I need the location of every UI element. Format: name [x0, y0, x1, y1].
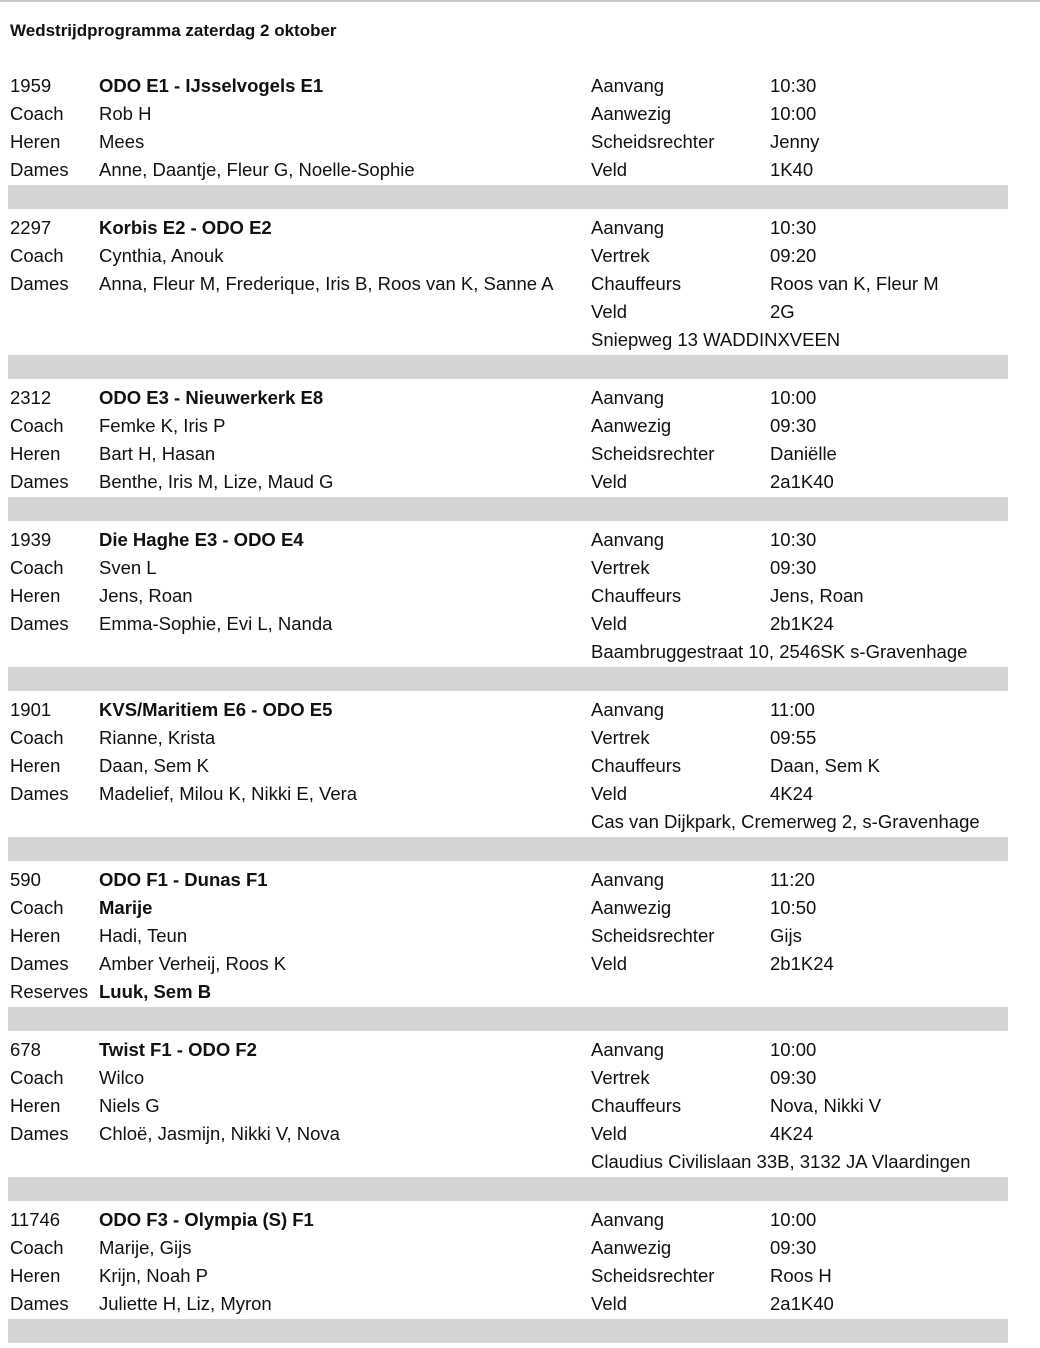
row-value: Cynthia, Anouk	[99, 245, 224, 266]
row-value: Marije	[99, 897, 153, 918]
row-label: Heren	[10, 585, 61, 606]
row-label: 590	[10, 869, 41, 890]
separator-bar	[8, 497, 1008, 521]
row-value: Madelief, Milou K, Nikki E, Vera	[99, 783, 358, 804]
row-label: Heren	[10, 1095, 61, 1116]
detail-label: Vertrek	[591, 557, 650, 578]
separator-bar	[8, 667, 1008, 691]
detail-value: 09:30	[770, 557, 817, 578]
detail-label: Veld	[591, 613, 628, 634]
detail-label: Veld	[591, 159, 628, 180]
match-detail-row	[8, 242, 1008, 270]
detail-label: Scheidsrechter	[591, 443, 715, 464]
detail-value: 10:00	[770, 1039, 817, 1060]
row-label: Coach	[10, 1237, 64, 1258]
separator-bar	[8, 1177, 1008, 1201]
match-detail-row	[8, 156, 1008, 184]
detail-value: 2G	[770, 301, 795, 322]
detail-value: 2b1K24	[770, 613, 834, 634]
detail-label: Scheidsrechter	[591, 925, 715, 946]
row-value: Rob H	[99, 103, 152, 124]
detail-value: Gijs	[770, 925, 802, 946]
match-detail-row	[8, 808, 1008, 836]
detail-value: Daniëlle	[770, 443, 837, 464]
detail-label: Baambruggestraat 10, 2546SK s-Gravenhage	[591, 641, 968, 662]
match-detail-row	[8, 780, 1008, 808]
row-label: 1959	[10, 75, 52, 96]
separator-bar	[8, 185, 1008, 209]
row-label: Heren	[10, 1265, 61, 1286]
match-detail-row	[8, 1290, 1008, 1318]
row-label: Heren	[10, 925, 61, 946]
match-block	[8, 1206, 1008, 1343]
row-value: Daan, Sem K	[99, 755, 210, 776]
detail-value: 1K40	[770, 159, 814, 180]
detail-label: Veld	[591, 1123, 628, 1144]
detail-value: Jenny	[770, 131, 820, 152]
detail-label: Aanwezig	[591, 1237, 672, 1258]
row-value: Anna, Fleur M, Frederique, Iris B, Roos van K, Sanne A	[99, 273, 554, 294]
detail-label: Vertrek	[591, 727, 650, 748]
detail-label: Vertrek	[591, 1067, 650, 1088]
row-value: Bart H, Hasan	[99, 443, 216, 464]
row-label: Heren	[10, 755, 61, 776]
match-header-row	[8, 526, 1008, 554]
match-detail-row	[8, 1234, 1008, 1262]
detail-value: 09:55	[770, 727, 817, 748]
match-detail-row	[8, 1262, 1008, 1290]
match-detail-row	[8, 298, 1008, 326]
detail-label: Claudius Civilislaan 33B, 3132 JA Vlaardingen	[591, 1151, 971, 1172]
match-header-row	[8, 866, 1008, 894]
row-label: 1901	[10, 699, 52, 720]
match-block	[8, 1036, 1008, 1201]
match-detail-row	[8, 440, 1008, 468]
match-block	[8, 526, 1008, 691]
row-value: Benthe, Iris M, Lize, Maud G	[99, 471, 334, 492]
detail-value: 09:30	[770, 1067, 817, 1088]
top-divider	[0, 0, 1040, 2]
row-label: Heren	[10, 443, 61, 464]
detail-value: 10:30	[770, 75, 817, 96]
detail-label: Veld	[591, 1293, 628, 1314]
detail-value: 2a1K40	[770, 471, 834, 492]
row-label: Heren	[10, 131, 61, 152]
detail-value: 2a1K40	[770, 1293, 834, 1314]
match-block	[8, 214, 1008, 379]
detail-value: 09:30	[770, 415, 817, 436]
detail-label: Aanwezig	[591, 897, 672, 918]
match-block	[8, 696, 1008, 861]
detail-label: Aanvang	[591, 529, 665, 550]
detail-value: 09:20	[770, 245, 817, 266]
detail-value: 10:30	[770, 217, 817, 238]
row-label: Coach	[10, 557, 64, 578]
row-label: Coach	[10, 245, 64, 266]
detail-value: 10:00	[770, 1209, 817, 1230]
row-value: Niels G	[99, 1095, 160, 1116]
detail-label: Aanvang	[591, 1039, 665, 1060]
detail-label: Chauffeurs	[591, 1095, 682, 1116]
match-detail-row	[8, 326, 1008, 354]
row-value: Wilco	[99, 1067, 145, 1088]
detail-label: Vertrek	[591, 245, 650, 266]
match-detail-row	[8, 978, 1008, 1006]
detail-label: Veld	[591, 953, 628, 974]
separator-bar	[8, 1007, 1008, 1031]
row-label: 2297	[10, 217, 52, 238]
match-block	[8, 72, 1008, 209]
detail-label: Aanwezig	[591, 103, 672, 124]
match-block	[8, 384, 1008, 521]
row-value: Jens, Roan	[99, 585, 193, 606]
match-title: Die Haghe E3 - ODO E4	[99, 529, 304, 550]
detail-value: Roos H	[770, 1265, 832, 1286]
page-title: Wedstrijdprogramma zaterdag 2 oktober	[10, 21, 337, 40]
row-label: Coach	[10, 415, 64, 436]
detail-label: Sniepweg 13 WADDINXVEEN	[591, 329, 841, 350]
detail-label: Veld	[591, 301, 628, 322]
detail-value: 10:30	[770, 529, 817, 550]
row-value: Sven L	[99, 557, 157, 578]
row-value: Luuk, Sem B	[99, 981, 212, 1002]
detail-value: Daan, Sem K	[770, 755, 881, 776]
match-detail-row	[8, 554, 1008, 582]
match-detail-row	[8, 950, 1008, 978]
detail-value: 11:00	[770, 699, 815, 720]
detail-value: 10:00	[770, 103, 817, 124]
row-value: Marije, Gijs	[99, 1237, 192, 1258]
detail-label: Chauffeurs	[591, 585, 682, 606]
detail-label: Cas van Dijkpark, Cremerweg 2, s-Gravenhage	[591, 811, 980, 832]
row-label: Dames	[10, 1293, 69, 1314]
row-value: Anne, Daantje, Fleur G, Noelle-Sophie	[99, 159, 415, 180]
row-value: Mees	[99, 131, 145, 152]
match-detail-row	[8, 1092, 1008, 1120]
row-value: Krijn, Noah P	[99, 1265, 208, 1286]
row-label: Dames	[10, 953, 69, 974]
row-label: Dames	[10, 1123, 69, 1144]
row-label: Coach	[10, 103, 64, 124]
separator-bar	[8, 1319, 1008, 1343]
row-value: Juliette H, Liz, Myron	[99, 1293, 272, 1314]
match-detail-row	[8, 582, 1008, 610]
row-label: Coach	[10, 1067, 64, 1088]
detail-value: 11:20	[770, 869, 815, 890]
detail-label: Aanvang	[591, 699, 665, 720]
match-header-row	[8, 384, 1008, 412]
row-value: Chloë, Jasmijn, Nikki V, Nova	[99, 1123, 340, 1144]
separator-bar	[8, 355, 1008, 379]
detail-value: 10:00	[770, 387, 817, 408]
match-header-row	[8, 696, 1008, 724]
row-label: 1939	[10, 529, 52, 550]
row-label: Dames	[10, 783, 69, 804]
detail-label: Aanvang	[591, 75, 665, 96]
row-label: 678	[10, 1039, 41, 1060]
match-detail-row	[8, 1120, 1008, 1148]
match-detail-row	[8, 100, 1008, 128]
row-value: Hadi, Teun	[99, 925, 188, 946]
row-value: Emma-Sophie, Evi L, Nanda	[99, 613, 333, 634]
detail-value: Nova, Nikki V	[770, 1095, 882, 1116]
match-title: ODO F1 - Dunas F1	[99, 869, 268, 890]
match-detail-row	[8, 412, 1008, 440]
match-header-row	[8, 72, 1008, 100]
detail-label: Scheidsrechter	[591, 1265, 715, 1286]
match-title: Korbis E2 - ODO E2	[99, 217, 272, 238]
row-value: Amber Verheij, Roos K	[99, 953, 287, 974]
detail-value: 09:30	[770, 1237, 817, 1258]
match-detail-row	[8, 1064, 1008, 1092]
detail-value: 4K24	[770, 1123, 814, 1144]
detail-label: Aanvang	[591, 217, 665, 238]
row-label: Coach	[10, 727, 64, 748]
match-title: Twist F1 - ODO F2	[99, 1039, 257, 1060]
match-detail-row	[8, 894, 1008, 922]
match-schedule	[8, 72, 1008, 1348]
row-value: Rianne, Krista	[99, 727, 216, 748]
detail-label: Veld	[591, 783, 628, 804]
detail-label: Veld	[591, 471, 628, 492]
match-title: ODO F3 - Olympia (S) F1	[99, 1209, 314, 1230]
match-detail-row	[8, 724, 1008, 752]
match-detail-row	[8, 922, 1008, 950]
separator-bar	[8, 837, 1008, 861]
detail-value: 4K24	[770, 783, 814, 804]
row-label: Reserves	[10, 981, 89, 1002]
match-header-row	[8, 1036, 1008, 1064]
detail-value: 2b1K24	[770, 953, 834, 974]
match-detail-row	[8, 610, 1008, 638]
detail-label: Scheidsrechter	[591, 131, 715, 152]
match-detail-row	[8, 128, 1008, 156]
detail-label: Aanvang	[591, 869, 665, 890]
match-title: ODO E1 - IJsselvogels E1	[99, 75, 324, 96]
detail-value: Jens, Roan	[770, 585, 864, 606]
row-label: Coach	[10, 897, 64, 918]
detail-value: Roos van K, Fleur M	[770, 273, 939, 294]
detail-label: Chauffeurs	[591, 273, 682, 294]
match-title: ODO E3 - Nieuwerkerk E8	[99, 387, 324, 408]
match-detail-row	[8, 468, 1008, 496]
match-detail-row	[8, 1148, 1008, 1176]
row-label: Dames	[10, 613, 69, 634]
match-detail-row	[8, 638, 1008, 666]
match-header-row	[8, 214, 1008, 242]
row-label: Dames	[10, 159, 69, 180]
row-label: 2312	[10, 387, 52, 408]
detail-label: Aanvang	[591, 387, 665, 408]
row-label: 11746	[10, 1209, 61, 1230]
detail-label: Aanwezig	[591, 415, 672, 436]
row-label: Dames	[10, 471, 69, 492]
detail-label: Aanvang	[591, 1209, 665, 1230]
row-label: Dames	[10, 273, 69, 294]
match-detail-row	[8, 270, 1008, 298]
match-header-row	[8, 1206, 1008, 1234]
match-title: KVS/Maritiem E6 - ODO E5	[99, 699, 333, 720]
row-value: Femke K, Iris P	[99, 415, 226, 436]
detail-label: Chauffeurs	[591, 755, 682, 776]
match-block	[8, 866, 1008, 1031]
match-detail-row	[8, 752, 1008, 780]
detail-value: 10:50	[770, 897, 817, 918]
